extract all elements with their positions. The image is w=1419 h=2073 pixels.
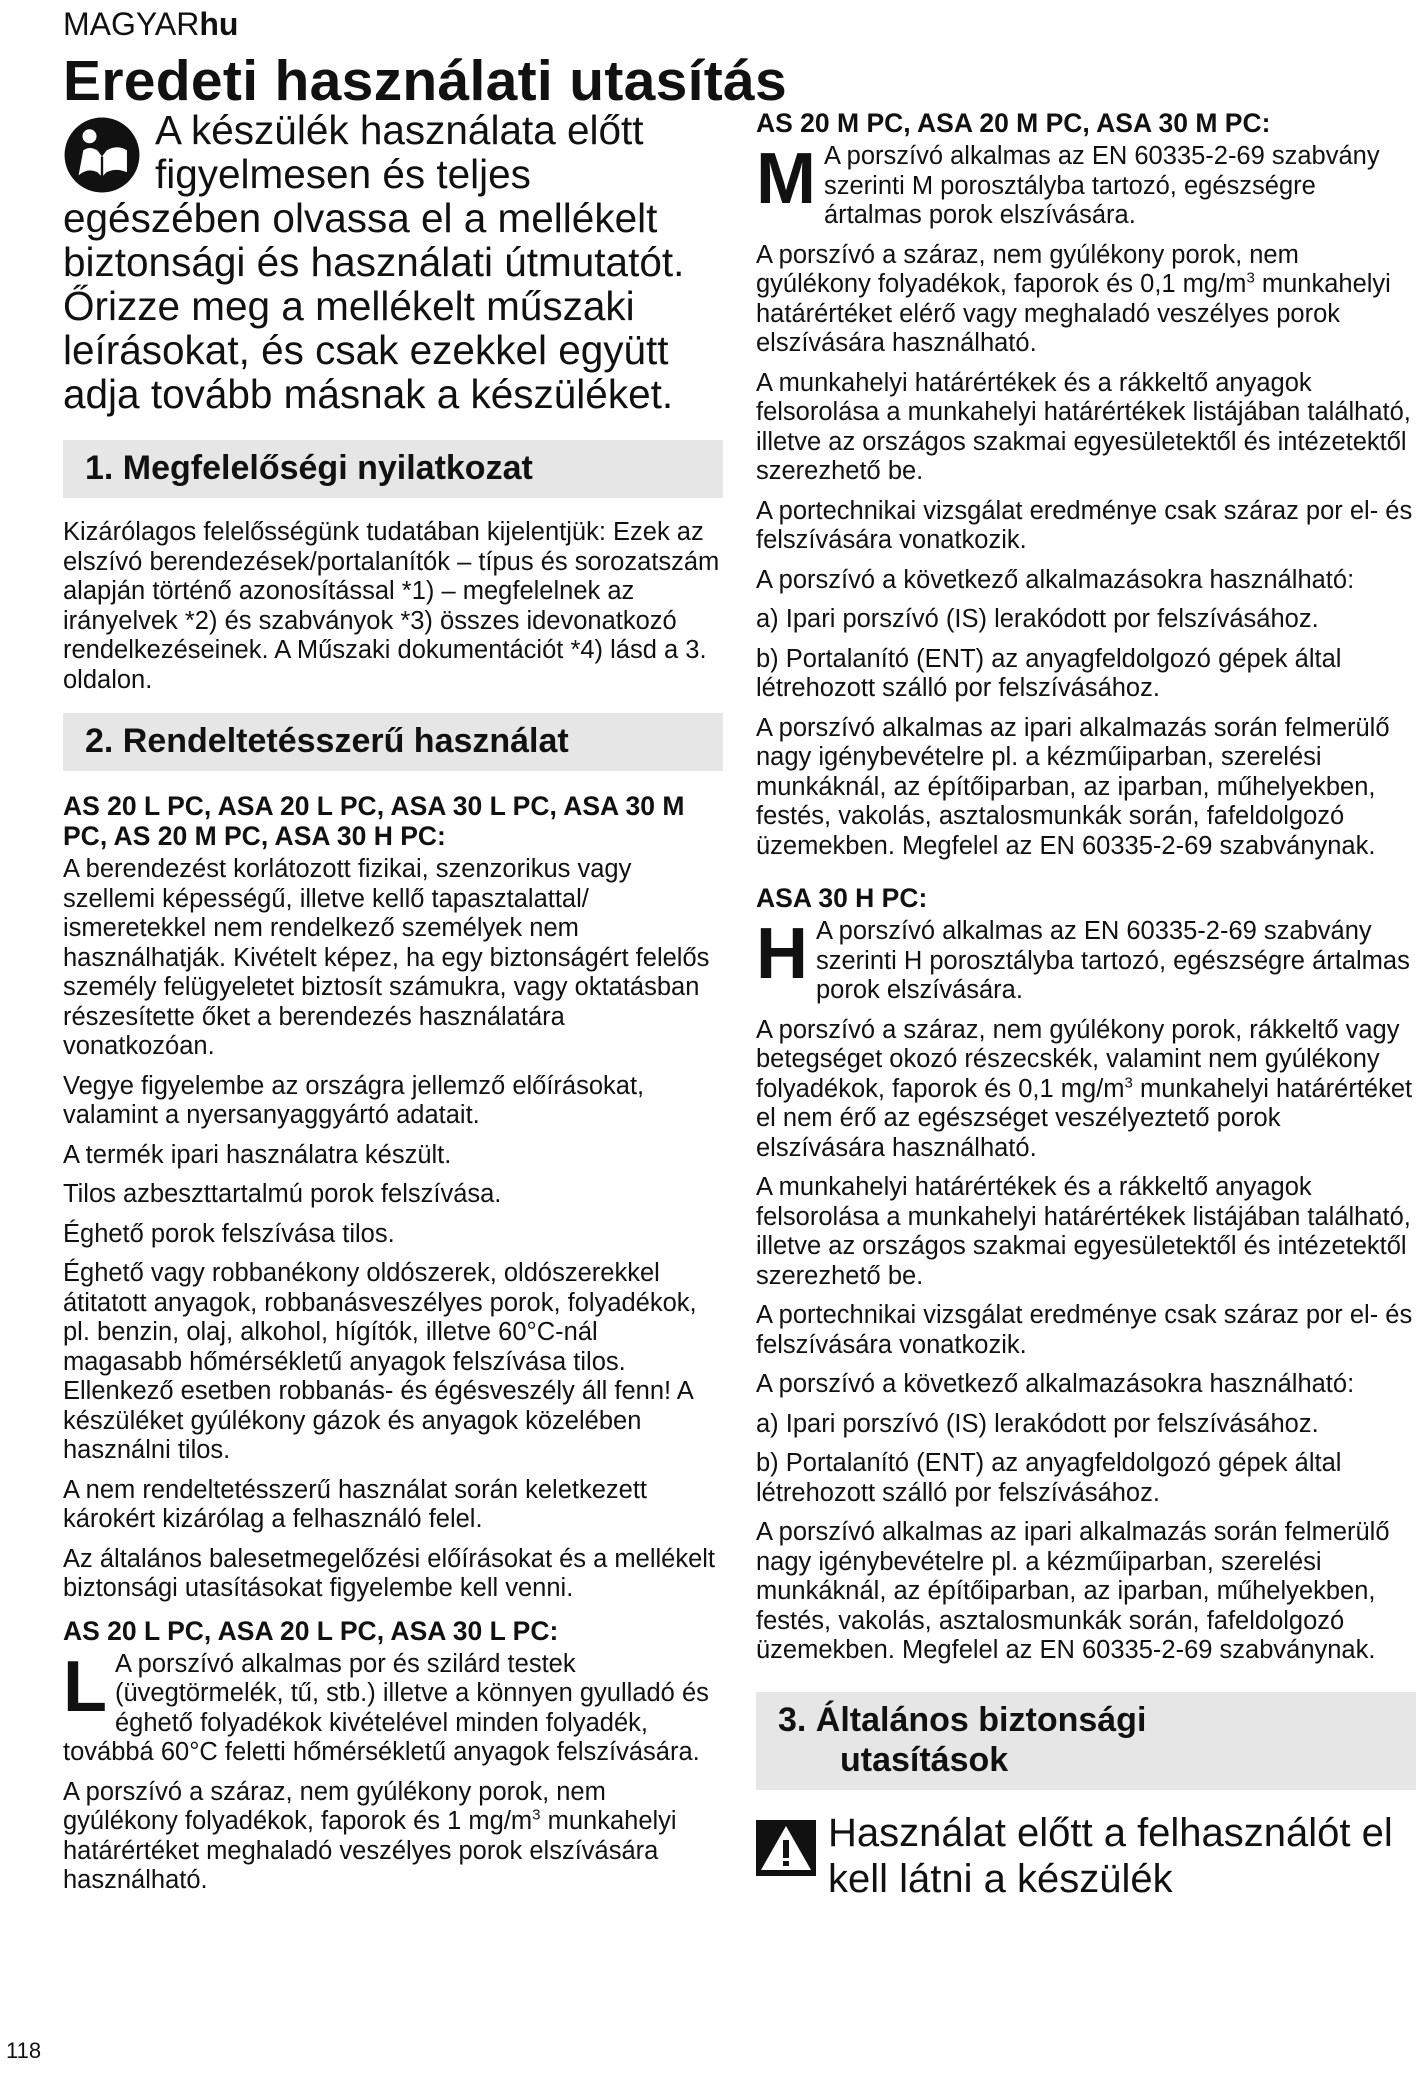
h-class-heading: ASA 30 H PC: — [756, 883, 928, 913]
section-3-heading-box — [756, 1692, 1416, 1790]
models-all-heading: AS 20 L PC, ASA 20 L PC, ASA 30 L PC, ASA 30 M PC, AS 20 M PC, ASA 30 H PC: — [63, 791, 685, 851]
m-class-paragraph: A porszívó a száraz, nem gyúlékony porok, nem gyúlékony folyadékok, faporok és 0,1 $mg/m^3$ munkahelyi határértéket elérő vagy meghaladó veszélyes porok elszívására használható. — [756, 240, 1391, 357]
h-class-paragraph: A munkahelyi határértékek és a rákkeltő anyagok felsorolása a munkahelyi határértékek listájában található, illetve az országos szakmai egyesületektől és intézetektől szerezhető be. — [756, 1173, 1411, 1290]
read-manual-icon — [63, 116, 141, 194]
section-1-heading: 1. Megfelelőségi nyilatkozat — [85, 449, 533, 487]
usage-paragraph: Éghető vagy robbanékony oldószerek, oldószerekkel átitatott anyagok, robbanásveszélyes porok, folyadékok, pl. benzin, olaj, alkohol, hígítók, illetve 60°C-nál magasabb hőmérsékletű anyagok felszívása tilos. Ellenkező esetben robbanás- és égésveszély áll fenn! A készüléket gyúlékony gázok és anyagok közelében használni tilos. — [63, 1259, 697, 1464]
warning-text: Használat előtt a felhasználót el kell látni a készülék — [828, 1810, 1393, 1901]
h-class-paragraph: b) Portalanító (ENT) az anyagfeldolgozó gépek által létrehozott szálló por felszívásához. — [756, 1449, 1342, 1507]
m-class-paragraph: A munkahelyi határértékek és a rákkeltő anyagok felsorolása a munkahelyi határértékek listájában található, illetve az országos szakmai egyesületektől és intézetektől szerezhető be. — [756, 368, 1411, 485]
left-column — [63, 108, 723, 1906]
h-class-lead: H A porszívó alkalmas az EN 60335-2-69 szabvány szerinti H porosztályba tartozó, egészségre ártalmas porok elszívására. — [756, 914, 1410, 1004]
usage-paragraph: A termék ipari használatra készült. — [63, 1140, 452, 1169]
h-class-paragraph: A portechnikai vizsgálat eredménye csak száraz por el- és felszívására vonatkozik. — [756, 1301, 1413, 1359]
usage-paragraph: Az általános balesetmegelőzési előírásokat és a mellékelt biztonsági utasításokat figyelembe kell venni. — [63, 1544, 716, 1602]
l-class-paragraph: A porszívó a száraz, nem gyúlékony porok, nem gyúlékony folyadékok, faporok és 1 $mg/m^3$ munkahelyi határértéket meghaladó veszélyes porok elszívására használható. — [63, 1777, 677, 1894]
section-1-heading-box — [63, 440, 723, 498]
usage-paragraph: Éghető porok felszívása tilos. — [63, 1219, 395, 1248]
section-2-heading-box — [63, 713, 723, 771]
conformity-text: Kizárólagos felelősségünk tudatában kijelentjük: Ezek az elszívó berendezések/portalanítók – típus és sorozatszám alapján történő azonosítással *1) – megfelelnek az irányelvek *2) és szabványok *3) összes idevonatkozó rendelkezéseinek. A Műszaki dokumentációt *4) lásd a 3. oldalon. — [63, 518, 720, 694]
m-class-lead: M A porszívó alkalmas az EN 60335-2-69 szabvány szerinti M porosztályba tartozó, egészségre ártalmas porok elszívására. — [756, 139, 1380, 229]
section-3-heading: 3. Általános biztonsági utasítások — [778, 1700, 1147, 1779]
m-class-heading: AS 20 M PC, ASA 20 M PC, ASA 30 M PC: — [756, 108, 1271, 138]
language-label: MAGYARhu — [63, 6, 239, 42]
m-class-letter-icon: M — [756, 139, 816, 219]
l-class-heading: AS 20 L PC, ASA 20 L PC, ASA 30 L PC: — [63, 1615, 559, 1646]
l-class-lead: L A porszívó alkalmas por és szilárd testek (üvegtörmelék, tű, stb.) illetve a könnyen gyulladó és éghető folyadékok kivételével minden folyadék, továbbá 60°C feletti hőmérsékletű anyagok felszívására. — [63, 1646, 709, 1766]
h-class-paragraph: A porszívó a következő alkalmazásokra használható: — [756, 1370, 1355, 1398]
h-class-paragraph: a) Ipari porszívó (IS) lerakódott por felszívásához. — [756, 1409, 1319, 1438]
usage-paragraph: Tilos azbeszttartalmú porok felszívása. — [63, 1180, 502, 1208]
intro-text: A készülék használata előtt figyelmesen és teljes egészében olvassa el a mellékelt biztonsági és használati útmutatót. Őrizze meg a mellékelt műszaki leírásokat, és csak ezekkel együtt adja tovább másnak a készüléket. — [63, 107, 685, 417]
l-class-letter-icon: L — [63, 1646, 107, 1727]
usage-paragraph: A berendezést korlátozott fizikai, szenzorikus vagy szellemi képességű, illetve kellő tapasztalattal/ ismeretekkel nem rendelkező személyek nem használhatják. Kivételt képez, ha egy biztonságért felelős személy felügyeletet biztosít számukra, vagy oktatásban részesítette őket a berendezés használatára vonatkozóan. — [63, 855, 710, 1060]
h-class-letter-icon: H — [756, 914, 808, 994]
page-number: 118 — [6, 2038, 42, 2063]
m-class-paragraph: a) Ipari porszívó (IS) lerakódott por felszívásához. — [756, 605, 1319, 633]
m-class-paragraph: A porszívó a következő alkalmazásokra használható: — [756, 565, 1355, 594]
section-2-heading: 2. Rendeltetésszerű használat — [85, 722, 569, 760]
h-class-paragraph: A porszívó a száraz, nem gyúlékony porok, rákkeltő vagy betegséget okozó részecskék, valamint nem gyúlékony folyadékok, faporok és 0,1 $mg/m^3$ munkahelyi határértéket el nem érő az egészséget veszélyeztető porok elszívására használható. — [756, 1015, 1413, 1162]
page-title: Eredeti használati utasítás — [63, 49, 788, 113]
m-class-paragraph: b) Portalanító (ENT) az anyagfeldolgozó gépek által létrehozott szálló por felszívásához. — [756, 644, 1342, 702]
right-column — [756, 108, 1416, 1902]
m-class-paragraph: A porszívó alkalmas az ipari alkalmazás során felmerülő nagy igénybevételre pl. a kézműiparban, szerelési munkáknál, az építőiparban, az iparban, műhelyekben, festés, vakolás, asztalosmunkák során, fafeldolgozó üzemekben. Megfelel az EN 60335-2-69 szabványnak. — [756, 713, 1390, 860]
warning-triangle-icon — [756, 1820, 816, 1876]
m-class-paragraph: A portechnikai vizsgálat eredménye csak száraz por el- és felszívására vonatkozik. — [756, 496, 1413, 554]
usage-paragraph: Vegye figyelembe az országra jellemző előírásokat, valamint a nyersanyaggyártó adatait. — [63, 1071, 645, 1129]
usage-paragraph: A nem rendeltetésszerű használat során keletkezett károkért kizárólag a felhasználó felel. — [63, 1475, 647, 1533]
h-class-paragraph: A porszívó alkalmas az ipari alkalmazás során felmerülő nagy igénybevételre pl. a kézműiparban, szerelési munkáknál, az építőiparban, az iparban, műhelyekben, festés, vakolás, asztalosmunkák során, fafeldolgozó üzemekben. Megfelel az EN 60335-2-69 szabványnak. — [756, 1518, 1390, 1664]
